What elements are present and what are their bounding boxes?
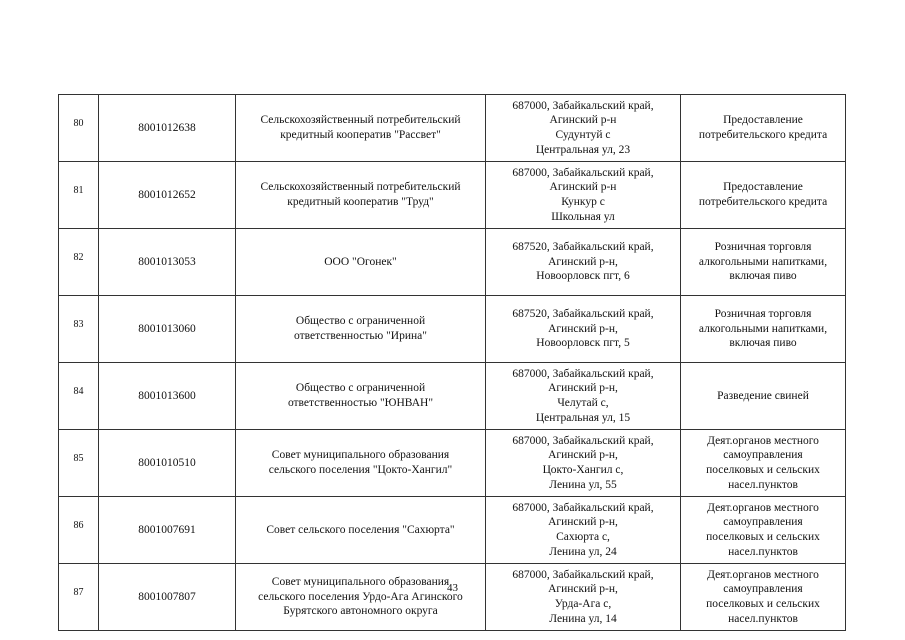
activity-cell	[681, 564, 846, 631]
organization-name-cell	[236, 229, 486, 296]
cell-text-line: включая пиво	[729, 270, 797, 283]
row-number-cell: 84	[59, 363, 99, 430]
cell-text-line: потребительского кредита	[698, 196, 828, 208]
cell-text-line: Сельскохозяйственный потребительский	[260, 114, 461, 127]
cell-text-line: Деят.органов местного	[707, 501, 819, 514]
activity-cell	[681, 229, 846, 296]
activity-cell	[681, 296, 846, 363]
table-row	[59, 363, 846, 430]
inn-cell: 8001012652	[99, 162, 236, 229]
row-number-cell: 83	[59, 296, 99, 363]
cell-text-line: Деят.органов местного	[707, 434, 819, 447]
cell-text-line: потребительского кредита	[698, 129, 828, 141]
cell-text-line: Челутай с,	[557, 397, 609, 409]
cell-text-line: Агинский р-н,	[548, 449, 618, 462]
inn-cell: 8001007691	[99, 497, 236, 564]
cell-text-line: Предоставление	[723, 181, 803, 194]
cell-text-line: ООО "Огонек"	[324, 255, 397, 268]
address-cell	[486, 363, 681, 430]
address-cell	[486, 430, 681, 497]
cell-text-line: Судунтуй с	[555, 129, 611, 141]
address-cell	[486, 95, 681, 162]
cell-text-line: Общество с ограниченной	[295, 382, 426, 395]
cell-text-line: Бурятского автономного округа	[283, 605, 438, 618]
organizations-table-body	[59, 95, 846, 631]
cell-text-line: Агинский р-н	[549, 114, 617, 127]
cell-text-line: Школьная ул	[551, 210, 615, 223]
organization-name-cell	[236, 430, 486, 497]
row-number-cell: 82	[59, 229, 99, 296]
cell-text-line: сельского поселения Урдо-Ага Агинского	[258, 590, 463, 603]
cell-text-line: 687000, Забайкальский край,	[512, 501, 654, 514]
organizations-table	[58, 94, 846, 631]
cell-text-line: самоуправления	[723, 516, 803, 529]
page-number: 43	[447, 582, 458, 594]
cell-text-line: Общество с ограниченной	[295, 315, 426, 328]
cell-text-line: насел.пунктов	[728, 612, 798, 625]
inn-cell: 8001013053	[99, 229, 236, 296]
cell-text-line: Совет муниципального образования	[271, 449, 450, 462]
cell-text-line: Агинский р-н	[549, 181, 617, 194]
cell-text-line: Розничная торговля	[714, 241, 812, 254]
cell-text-line: Ленина ул, 14	[549, 612, 617, 625]
cell-text-line: кредитный кооператив "Рассвет"	[280, 129, 441, 141]
address-cell	[486, 296, 681, 363]
activity-cell	[681, 162, 846, 229]
cell-text-line: 687000, Забайкальский край,	[512, 568, 654, 581]
organization-name-cell	[236, 497, 486, 564]
cell-text-line: Совет муниципального образования	[271, 576, 450, 589]
cell-text-line: поселковых и сельских	[706, 531, 820, 543]
cell-text-line: поселковых и сельских	[706, 598, 820, 610]
inn-cell: 8001007807	[99, 564, 236, 631]
address-cell	[486, 564, 681, 631]
cell-text-line: поселковых и сельских	[706, 464, 820, 476]
cell-text-line: алкогольными напитками,	[698, 322, 828, 335]
cell-text-line: 687520, Забайкальский край,	[512, 241, 654, 254]
table-row	[59, 497, 846, 564]
row-number-cell: 80	[59, 95, 99, 162]
table-row	[59, 95, 846, 162]
cell-text-line: Ленина ул, 55	[549, 478, 617, 491]
cell-text-line: Центральная ул, 15	[535, 411, 631, 424]
cell-text-line: Агинский р-н,	[548, 583, 618, 596]
cell-text-line: самоуправления	[723, 449, 803, 462]
cell-text-line: 687000, Забайкальский край,	[512, 166, 654, 179]
table-row	[59, 162, 846, 229]
cell-text-line: Деят.органов местного	[707, 568, 819, 581]
organization-name-cell	[236, 564, 486, 631]
table-row	[59, 430, 846, 497]
address-cell	[486, 162, 681, 229]
cell-text-line: ответственностью "Ирина"	[294, 330, 427, 342]
organization-name-cell	[236, 162, 486, 229]
cell-text-line: насел.пунктов	[728, 545, 798, 558]
inn-cell: 8001013060	[99, 296, 236, 363]
cell-text-line: Предоставление	[723, 114, 803, 127]
cell-text-line: Урда-Ага с,	[554, 598, 612, 610]
inn-cell: 8001010510	[99, 430, 236, 497]
address-cell	[486, 229, 681, 296]
organization-name-cell	[236, 95, 486, 162]
cell-text-line: самоуправления	[723, 583, 803, 596]
cell-text-line: включая пиво	[729, 337, 797, 350]
row-number-cell: 85	[59, 430, 99, 497]
cell-text-line: Новоорловск пгт, 6	[536, 270, 630, 283]
cell-text-line: Агинский р-н,	[548, 255, 618, 268]
cell-text-line: сельского поселения "Цокто-Хангил"	[268, 464, 453, 476]
cell-text-line: ответственностью "ЮНВАН"	[287, 397, 434, 409]
inn-cell: 8001013600	[99, 363, 236, 430]
inn-cell: 8001012638	[99, 95, 236, 162]
row-number-cell: 87	[59, 564, 99, 631]
cell-text-line: Агинский р-н,	[548, 322, 618, 335]
cell-text-line: 687000, Забайкальский край,	[512, 434, 654, 447]
activity-cell	[681, 95, 846, 162]
cell-text-line: насел.пунктов	[728, 478, 798, 491]
cell-text-line: Разведение свиней	[717, 389, 809, 402]
organization-name-cell	[236, 363, 486, 430]
cell-text-line: 687000, Забайкальский край,	[512, 367, 654, 380]
cell-text-line: Новоорловск пгт, 5	[536, 337, 630, 350]
cell-text-line: Розничная торговля	[714, 308, 812, 321]
table-row	[59, 296, 846, 363]
cell-text-line: Сельскохозяйственный потребительский	[260, 181, 461, 194]
activity-cell	[681, 497, 846, 564]
table-row	[59, 564, 846, 631]
cell-text-line: Сахюрта с,	[556, 531, 610, 543]
cell-text-line: Агинский р-н,	[548, 516, 618, 529]
cell-text-line: кредитный кооператив "Труд"	[287, 196, 434, 208]
cell-text-line: Кункур с	[561, 196, 605, 208]
cell-text-line: 687000, Забайкальский край,	[512, 99, 654, 112]
cell-text-line: 687520, Забайкальский край,	[512, 308, 654, 321]
cell-text-line: Центральная ул, 23	[535, 143, 631, 156]
cell-text-line: Агинский р-н,	[548, 382, 618, 395]
activity-cell	[681, 430, 846, 497]
cell-text-line: Цокто-Хангил с,	[542, 464, 624, 476]
table-row	[59, 229, 846, 296]
cell-text-line: Ленина ул, 24	[549, 545, 617, 558]
cell-text-line: алкогольными напитками,	[698, 255, 828, 268]
row-number-cell: 81	[59, 162, 99, 229]
address-cell	[486, 497, 681, 564]
organization-name-cell	[236, 296, 486, 363]
row-number-cell: 86	[59, 497, 99, 564]
cell-text-line: Совет сельского поселения "Сахюрта"	[266, 523, 455, 536]
activity-cell	[681, 363, 846, 430]
